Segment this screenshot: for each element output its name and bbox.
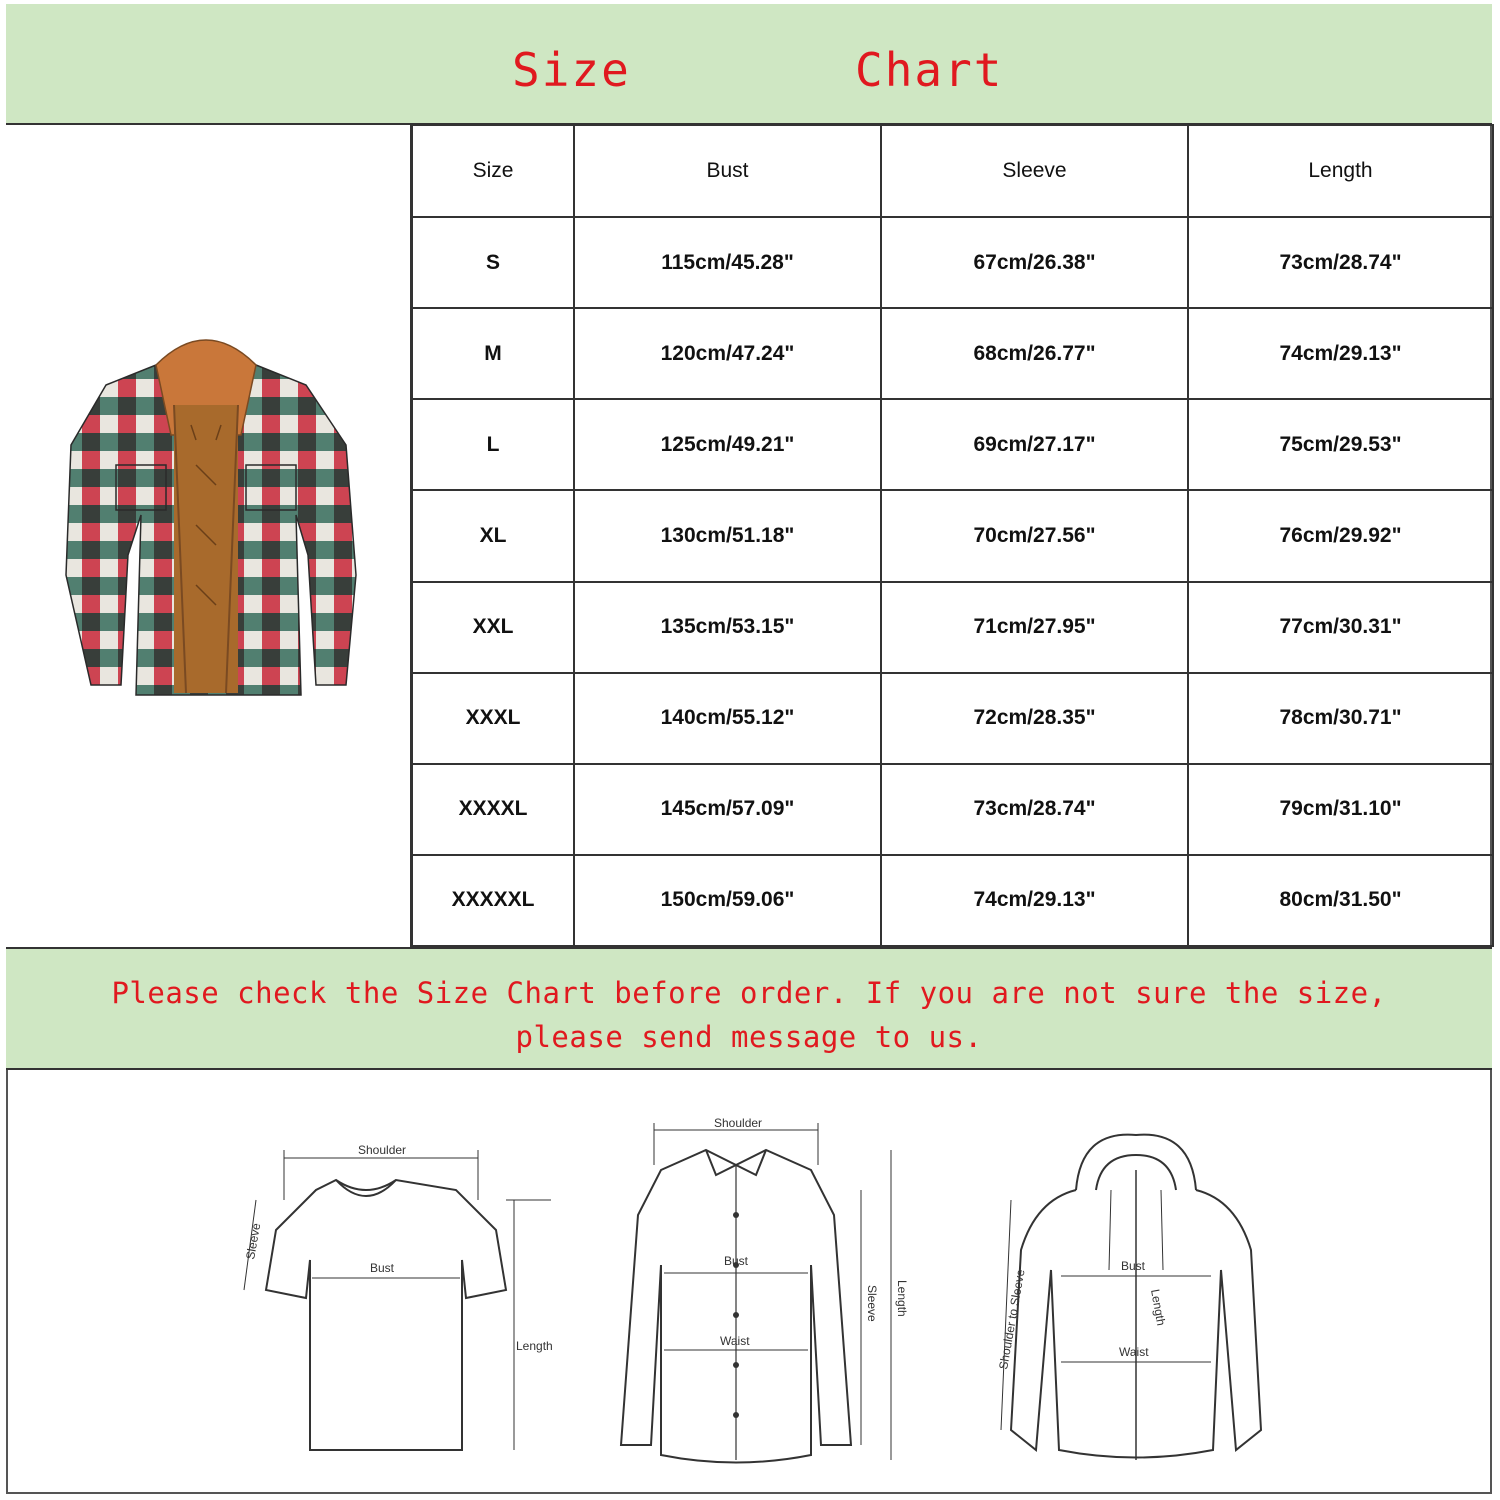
header-length: Length — [1188, 125, 1493, 217]
notice-line-1: Please check the Size Chart before order. If you are not sure the size, — [111, 976, 1387, 1010]
shirt-bust-label: Bust — [724, 1254, 749, 1268]
cell-sleeve: 72cm/28.35" — [881, 673, 1188, 764]
title-size: Size — [512, 43, 631, 97]
title-band — [6, 4, 1492, 125]
cell-length: 80cm/31.50" — [1188, 855, 1493, 946]
table-header-row — [412, 125, 1493, 217]
table-row — [412, 490, 1493, 581]
cell-bust: 115cm/45.28" — [574, 217, 881, 308]
hoodie-waist-label: Waist — [1119, 1345, 1149, 1359]
cell-bust: 140cm/55.12" — [574, 673, 881, 764]
cell-length: 77cm/30.31" — [1188, 582, 1493, 673]
shirt-sleeve-label: Sleeve — [865, 1285, 879, 1322]
shirt-diagram — [606, 1115, 926, 1475]
measurement-diagrams — [6, 1070, 1492, 1494]
cell-bust: 125cm/49.21" — [574, 399, 881, 490]
tshirt-sleeve-label: Sleeve — [243, 1221, 264, 1261]
table-row — [412, 855, 1493, 946]
table-row — [412, 217, 1493, 308]
cell-bust: 120cm/47.24" — [574, 308, 881, 399]
cell-sleeve: 70cm/27.56" — [881, 490, 1188, 581]
cell-bust: 145cm/57.09" — [574, 764, 881, 855]
tshirt-diagram — [226, 1140, 566, 1460]
cell-length: 73cm/28.74" — [1188, 217, 1493, 308]
cell-length: 79cm/31.10" — [1188, 764, 1493, 855]
table-row — [412, 764, 1493, 855]
shirt-length-label: Length — [895, 1280, 909, 1317]
notice-band — [6, 947, 1492, 1070]
cell-size: XXL — [412, 582, 574, 673]
cell-bust: 130cm/51.18" — [574, 490, 881, 581]
table-row — [412, 399, 1493, 490]
plaid-jacket-photo — [46, 325, 376, 715]
cell-length: 78cm/30.71" — [1188, 673, 1493, 764]
hoodie-bust-label: Bust — [1121, 1259, 1146, 1273]
cell-size: XXXXL — [412, 764, 574, 855]
cell-sleeve: 73cm/28.74" — [881, 764, 1188, 855]
cell-size: M — [412, 308, 574, 399]
table-row — [412, 308, 1493, 399]
cell-length: 74cm/29.13" — [1188, 308, 1493, 399]
cell-sleeve: 68cm/26.77" — [881, 308, 1188, 399]
cell-size: XL — [412, 490, 574, 581]
hoodie-length-label: Length — [1148, 1288, 1169, 1327]
hoodie-diagram — [981, 1130, 1281, 1470]
tshirt-shoulder-label: Shoulder — [358, 1143, 407, 1157]
cell-length: 76cm/29.92" — [1188, 490, 1493, 581]
size-table — [411, 124, 1494, 947]
tshirt-length-label: Length — [516, 1339, 553, 1353]
header-size: Size — [412, 125, 574, 217]
cell-size: S — [412, 217, 574, 308]
shirt-waist-label: Waist — [720, 1334, 750, 1348]
product-photo-cell — [6, 125, 412, 947]
cell-size: L — [412, 399, 574, 490]
cell-sleeve: 69cm/27.17" — [881, 399, 1188, 490]
shirt-shoulder-label: Shoulder — [714, 1116, 763, 1130]
cell-sleeve: 67cm/26.38" — [881, 217, 1188, 308]
title-chart: Chart — [855, 43, 1004, 97]
table-row — [412, 582, 1493, 673]
cell-bust: 150cm/59.06" — [574, 855, 881, 946]
cell-length: 75cm/29.53" — [1188, 399, 1493, 490]
table-row — [412, 673, 1493, 764]
header-sleeve: Sleeve — [881, 125, 1188, 217]
cell-sleeve: 71cm/27.95" — [881, 582, 1188, 673]
cell-size: XXXL — [412, 673, 574, 764]
cell-bust: 135cm/53.15" — [574, 582, 881, 673]
cell-sleeve: 74cm/29.13" — [881, 855, 1188, 946]
tshirt-bust-label: Bust — [370, 1261, 395, 1275]
hoodie-shoulder-to-sleeve-label: Shoulder to Sleeve — [996, 1268, 1028, 1371]
notice-line-2: please send message to us. — [515, 1020, 983, 1054]
cell-size: XXXXXL — [412, 855, 574, 946]
header-bust: Bust — [574, 125, 881, 217]
